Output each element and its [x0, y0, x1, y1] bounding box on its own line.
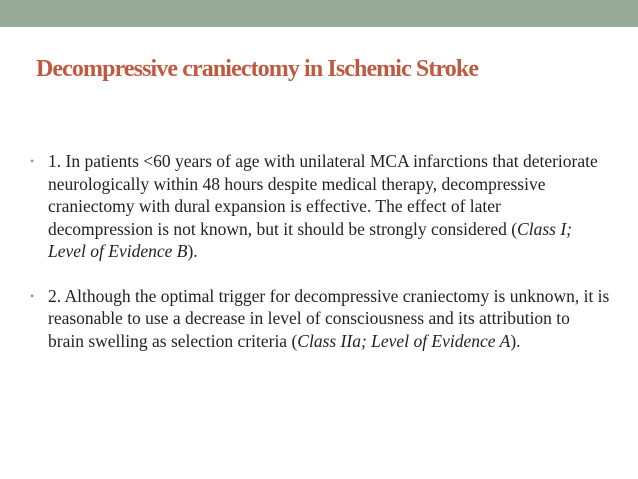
bullet-text-1-evidence: Class I; Level of Evidence B — [48, 218, 572, 261]
bullet-marker-2: • — [30, 288, 35, 303]
bullet-text-1-end: ). — [187, 241, 198, 261]
slide-title — [36, 53, 626, 85]
bullet-text-2 — [48, 286, 609, 351]
slide-title-text: Decompressive craniectomy in Ischemic Stroke — [36, 56, 479, 82]
bullet-text-1 — [48, 151, 598, 261]
bullet-text-2-main: 2. Although the optimal trigger for decompressive craniectomy is unknown, it is reasonable to use a decrease in level of consciousness and its attribution to brain swelling as selection criteria ( — [48, 285, 610, 351]
bullet-text-2-evidence: Class IIa; Level of Evidence A — [297, 330, 511, 351]
bullet-text-2-end: ). — [510, 330, 521, 351]
bullet-text-1-main: 1. In patients <60 years of age with unilateral MCA infarctions that deteriorate neurologically within 48 hours despite medical therapy, decompressive craniectomy with dural expansion is effective. The effect of later decompression is not known, but it should be strongly considered ( — [48, 151, 598, 239]
bullet-marker-1: • — [30, 154, 35, 168]
bullet-list — [30, 150, 610, 352]
bullet-item-2 — [30, 285, 610, 353]
top-accent-bar — [0, 0, 638, 27]
bullet-item-1 — [30, 150, 610, 263]
